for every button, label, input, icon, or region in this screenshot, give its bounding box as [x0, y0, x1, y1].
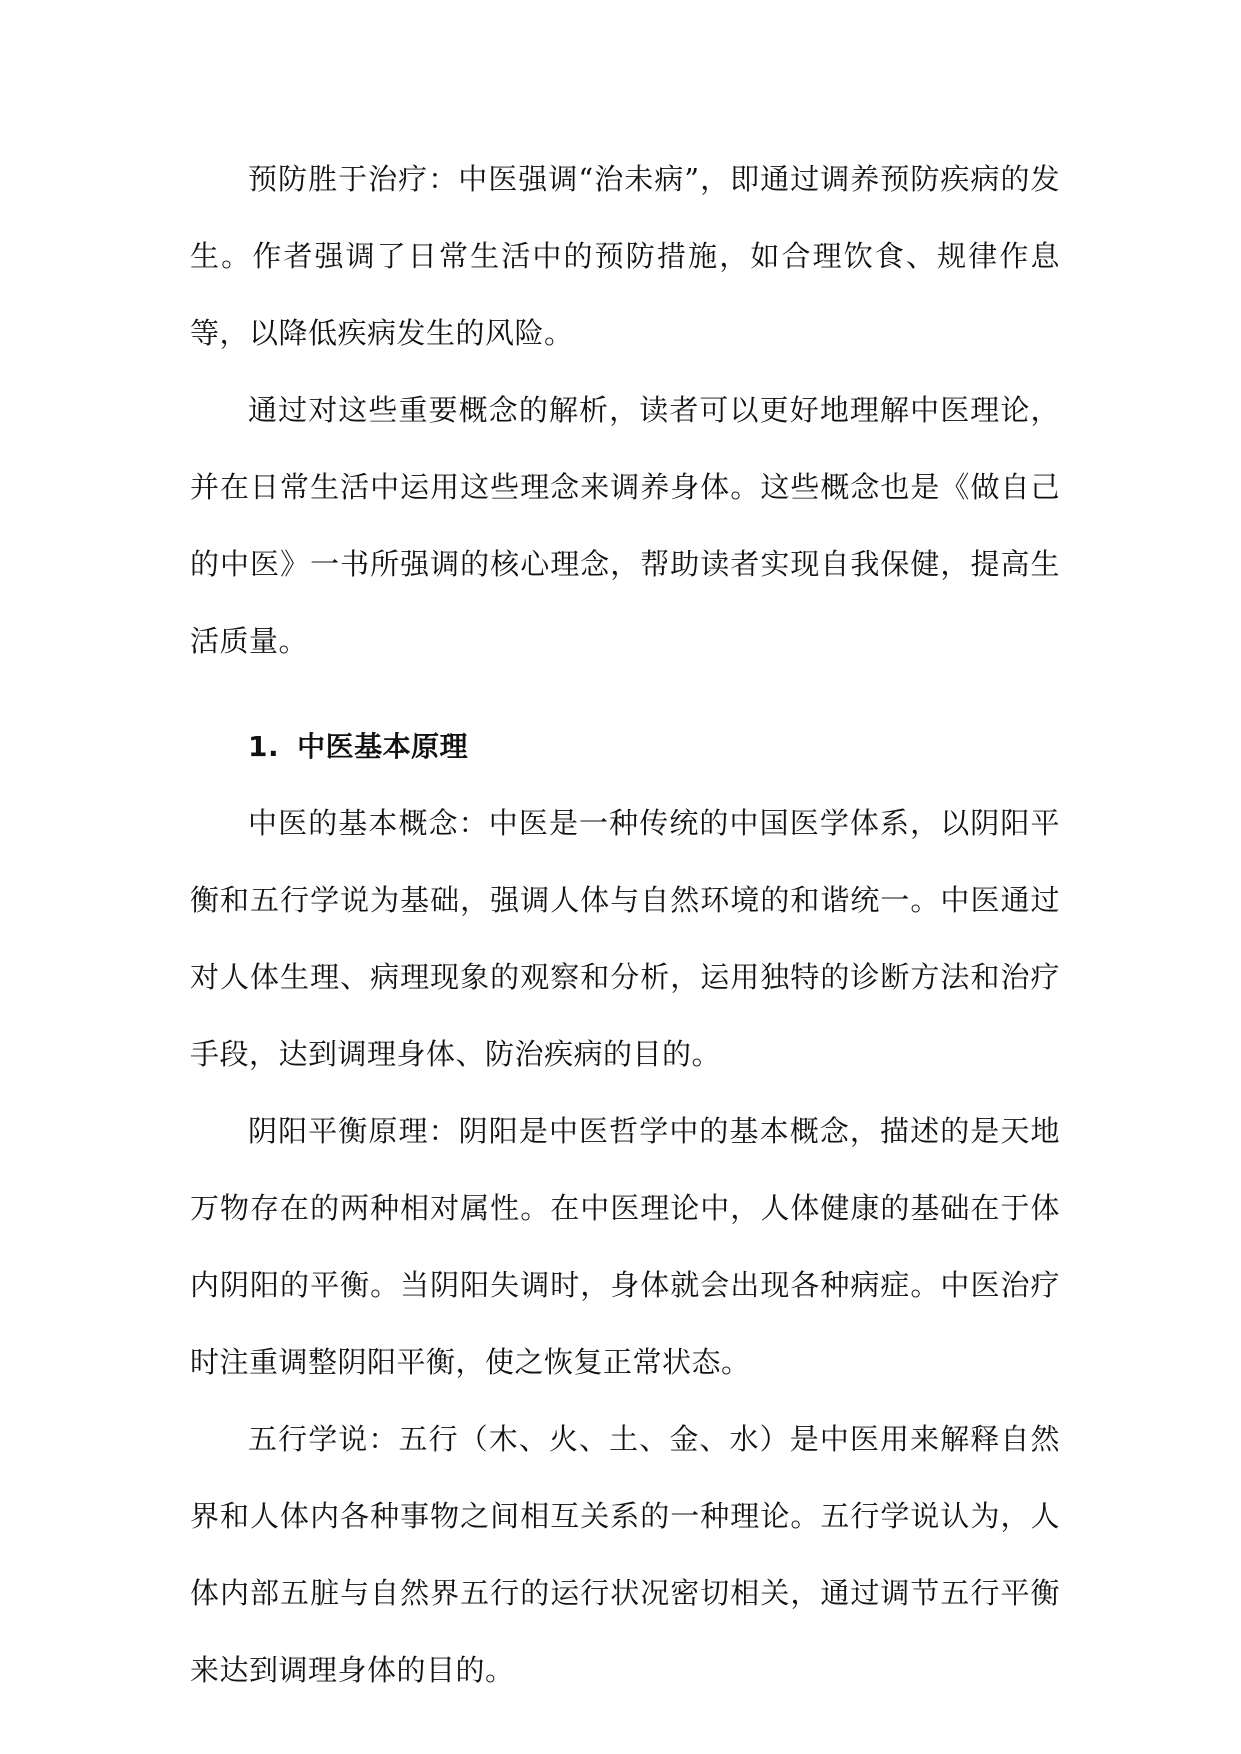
paragraph-basic-concept: 中医的基本概念：中医是一种传统的中国医学体系，以阴阳平衡和五行学说为基础，强调人体与自然环境的和谐统一。中医通过对人体生理、病理现象的观察和分析，运用独特的诊断方法和治疗手段，达到调理身体、防治疾病的目的。 — [190, 806, 1060, 1071]
section-title: 中医基本原理 — [297, 730, 469, 763]
section-number: 1. — [248, 730, 280, 763]
paragraph-prevention: 预防胜于治疗：中医强调“治未病”，即通过调养预防疾病的发生。作者强调了日常生活中的预防措施，如合理饮食、规律作息等，以降低疾病发生的风险。 — [190, 162, 1060, 350]
section-spacer — [190, 680, 1060, 708]
section-heading — [190, 708, 1060, 785]
document-body — [190, 141, 1060, 1709]
paragraph-yinyang: 阴阳平衡原理：阴阳是中医哲学中的基本概念，描述的是天地万物存在的两种相对属性。在中医理论中，人体健康的基础在于体内阴阳的平衡。当阴阳失调时，身体就会出现各种病症。中医治疗时注重调整阴阳平衡，使之恢复正常状态。 — [190, 1114, 1060, 1379]
paragraph-summary: 通过对这些重要概念的解析，读者可以更好地理解中医理论，并在日常生活中运用这些理念来调养身体。这些概念也是《做自己的中医》一书所强调的核心理念，帮助读者实现自我保健，提高生活质量。 — [190, 393, 1060, 658]
paragraph-five-elements: 五行学说：五行（木、火、土、金、水）是中医用来解释自然界和人体内各种事物之间相互关系的一种理论。五行学说认为，人体内部五脏与自然界五行的运行状况密切相关，通过调节五行平衡来达到调理身体的目的。 — [190, 1422, 1060, 1687]
